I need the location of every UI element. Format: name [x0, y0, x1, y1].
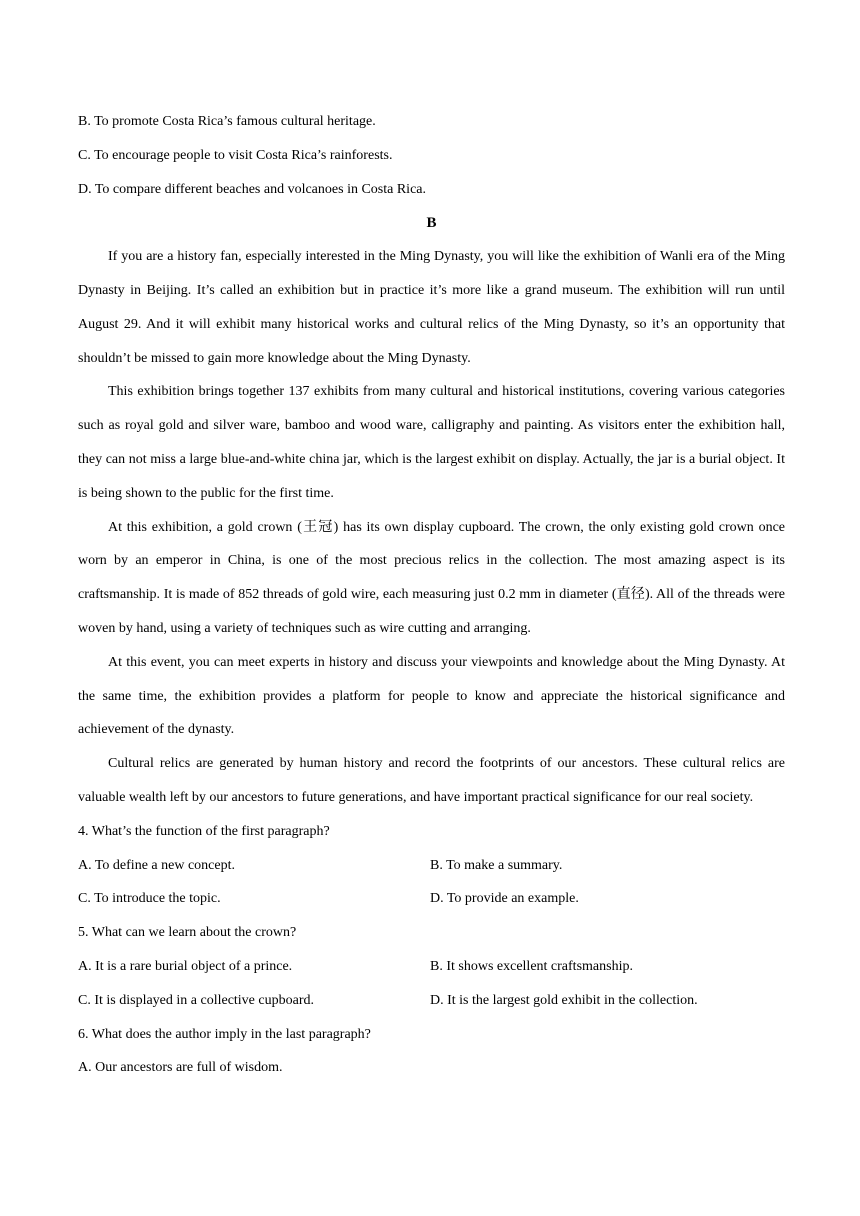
option-d: D. It is the largest gold exhibit in the collection. — [430, 992, 698, 1008]
question-5 — [78, 920, 785, 1021]
option-row — [78, 1055, 785, 1089]
option-b: B. To make a summary. — [430, 857, 563, 873]
question-4 — [78, 819, 785, 920]
option-b: B. It shows excellent craftsmanship. — [430, 958, 633, 974]
paragraph-4: At this event, you can meet experts in history and discuss your viewpoints and knowledge about the Ming Dynasty. At the same time, the exhibition provides a platform for people to know and appreciate the historical significance and achievement of the dynasty. — [78, 654, 785, 738]
option-d: D. To provide an example. — [430, 891, 579, 907]
prev-option-c: C. To encourage people to visit Costa Rica’s rainforests. — [78, 147, 393, 163]
option-row — [78, 954, 785, 988]
paragraph-3: At this exhibition, a gold crown (王冠) has its own display cupboard. The crown, the only existing gold crown once worn by an emperor in China, is one of the most precious relics in the collection. The most amazing aspect is its craftsmanship. It is made of 852 threads of gold wire, each measuring just 0.2 mm in diameter (直径). All of the threads were woven by hand, using a variety of techniques such as wire cutting and arranging. — [78, 519, 785, 636]
question-stem: 5. What can we learn about the crown? — [78, 925, 297, 941]
question-stem: 6. What does the author imply in the last paragraph? — [78, 1026, 371, 1042]
option-c: C. To introduce the topic. — [78, 891, 221, 907]
option-row — [78, 886, 785, 920]
option-c: C. It is displayed in a collective cupboard. — [78, 992, 314, 1008]
question-6 — [78, 1022, 785, 1090]
paragraph-5: Cultural relics are generated by human history and record the footprints of our ancestors. These cultural relics are valuable wealth left by our ancestors to future generations, and have important practical significance for our real society. — [78, 756, 785, 805]
option-a: A. It is a rare burial object of a prince. — [78, 958, 293, 974]
question-stem: 4. What’s the function of the first paragraph? — [78, 823, 330, 839]
option-a: A. To define a new concept. — [78, 857, 235, 873]
passage — [78, 240, 785, 815]
option-a: A. Our ancestors are full of wisdom. — [78, 1060, 283, 1076]
prev-option-d: D. To compare different beaches and volcanoes in Costa Rica. — [78, 181, 426, 197]
option-row — [78, 988, 785, 1022]
document-page — [78, 109, 785, 1089]
option-row — [78, 853, 785, 887]
prev-option-b: B. To promote Costa Rica’s famous cultural heritage. — [78, 114, 376, 129]
section-title: B — [426, 215, 437, 232]
paragraph-1: If you are a history fan, especially interested in the Ming Dynasty, you will like the exhibition of Wanli era of the Ming Dynasty in Beijing. It’s called an exhibition but in practice it’s more like a grand museum. The exhibition will run until August 29. And it will exhibit many historical works and cultural relics of the Ming Dynasty, so it’s an opportunity that shouldn’t be missed to gain more knowledge about the Ming Dynasty. — [78, 249, 785, 366]
paragraph-2: This exhibition brings together 137 exhibits from many cultural and historical institutions, covering various categories such as royal gold and silver ware, bamboo and wood ware, calligraphy and painting. As visitors enter the exhibition hall, they can not miss a large blue-and-white china jar, which is the largest exhibit on display. Actually, the jar is a burial object. It is being shown to the public for the first time. — [78, 384, 785, 501]
